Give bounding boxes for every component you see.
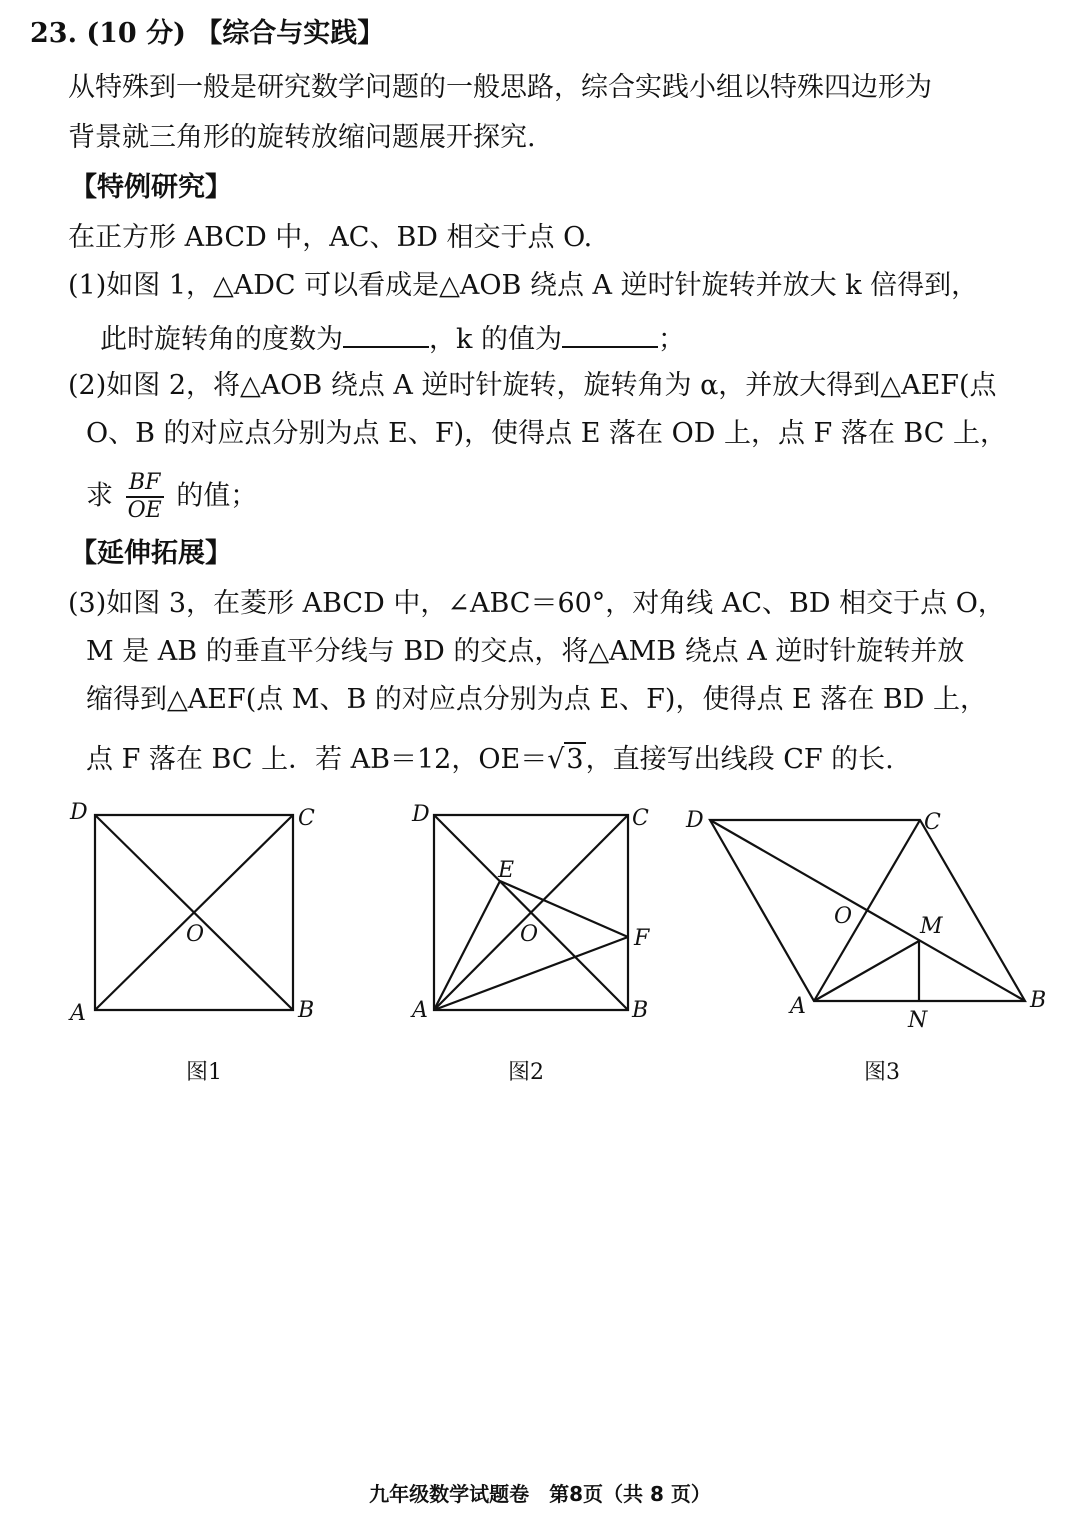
setup-line: 在正方形 ABCD 中，AC、BD 相交于点 O.: [68, 222, 593, 253]
fig2-label-f: F: [634, 926, 650, 951]
answer-blank-k[interactable]: [562, 320, 658, 348]
part2-text-b: 的值；: [176, 480, 258, 512]
fig3-caption: 图3: [864, 1060, 900, 1085]
part1-text-a: 此时旋转角的度数为: [100, 324, 343, 355]
section-title-extension: 【延伸拓展】: [70, 538, 232, 569]
part1-text-c: ；: [657, 324, 685, 355]
answer-blank-angle[interactable]: [343, 320, 429, 348]
fraction-bf-oe: [126, 470, 164, 524]
part1-line-2: [100, 320, 685, 358]
fig2-label-o: O: [520, 922, 539, 947]
figure-3: [680, 795, 1060, 1045]
fig2-label-c: C: [632, 806, 649, 831]
fig3-diagonal-bd: [710, 820, 1025, 1001]
fig1-label-a: A: [70, 1001, 86, 1026]
fig3-label-b: B: [1030, 988, 1047, 1013]
page-footer: 九年级数学试题卷 第8页（共 8 页）: [369, 1482, 711, 1506]
sqrt-3: √3: [547, 744, 584, 775]
figure-1: [60, 795, 340, 1035]
fig1-caption: 图1: [186, 1060, 222, 1085]
part2-text-a: 求: [86, 480, 113, 512]
part3-line-3: 缩得到△AEF(点 M、B 的对应点分别为点 E、F)，使得点 E 落在 BD 上，: [86, 684, 987, 715]
figure-2: [400, 795, 680, 1035]
fig3-label-a: A: [790, 994, 806, 1019]
fig1-label-o: O: [186, 922, 205, 947]
fraction-denominator: OE: [127, 498, 162, 523]
part1-line-1: (1)如图 1，△ADC 可以看成是△AOB 绕点 A 逆时针旋转并放大 k 倍得到，: [68, 270, 979, 301]
fig2-label-b: B: [632, 998, 649, 1023]
part2-line-2: O、B 的对应点分别为点 E、F)，使得点 E 落在 OD 上，点 F 落在 BC 上，: [86, 418, 1008, 449]
fig2-segment-ae: [434, 881, 500, 1010]
fig3-label-d: D: [686, 808, 704, 833]
fig3-label-c: C: [924, 810, 941, 835]
fig2-label-a: A: [412, 998, 428, 1023]
fig2-segment-af: [434, 937, 628, 1010]
fig2-label-d: D: [412, 802, 430, 827]
part2-line-3: [86, 470, 257, 524]
part3-line-2: M 是 AB 的垂直平分线与 BD 的交点，将△AMB 绕点 A 逆时针旋转并放: [86, 636, 965, 667]
fig1-label-d: D: [70, 800, 88, 825]
fig3-label-n: N: [908, 1008, 928, 1033]
fig3-label-m: M: [920, 914, 943, 939]
intro-line-1: 从特殊到一般是研究数学问题的一般思路，综合实践小组以特殊四边形为: [68, 72, 932, 103]
part2-line-1: (2)如图 2，将△AOB 绕点 A 逆时针旋转，旋转角为 α，并放大得到△AEF(点: [68, 370, 997, 401]
fig1-label-b: B: [298, 998, 315, 1023]
fraction-numerator: BF: [126, 470, 164, 498]
part3-text-a: 点 F 落在 BC 上．若 AB＝12，OE＝: [86, 744, 548, 775]
fig1-label-c: C: [298, 806, 315, 831]
fig3-segment-am: [814, 941, 919, 1001]
part3-text-b: ，直接写出线段 CF 的长.: [585, 744, 894, 775]
sqrt-radicand: 3: [566, 744, 584, 775]
section-title-special: 【特例研究】: [70, 172, 232, 203]
fig2-label-e: E: [498, 858, 515, 883]
question-header: 23. (10 分) 【综合与实践】: [30, 18, 385, 49]
part3-line-1: (3)如图 3，在菱形 ABCD 中，∠ABC＝60°，对角线 AC、BD 相交于点 O，: [68, 588, 1005, 619]
part1-text-b: ，k 的值为: [429, 324, 562, 355]
part3-line-4: [86, 742, 894, 778]
intro-line-2: 背景就三角形的旋转放缩问题展开探究.: [68, 122, 536, 153]
fig2-caption: 图2: [508, 1060, 544, 1085]
fig3-label-o: O: [834, 904, 853, 929]
